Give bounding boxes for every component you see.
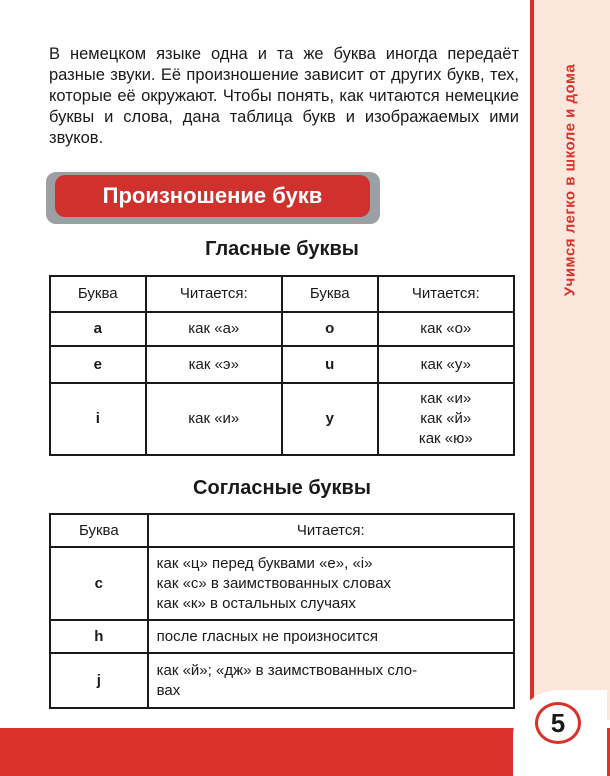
header-cell: Буква	[50, 276, 146, 312]
letter-cell: i	[50, 383, 146, 455]
reading-line: как «й»; «дж» в заимствованных сло-	[156, 661, 418, 679]
consonants-table	[49, 513, 515, 709]
reading-cell: как «о»	[378, 312, 514, 346]
reading-cell	[148, 547, 514, 620]
reading-line: как «ц» перед буквами «e», «i»	[156, 554, 373, 572]
consonants-header-row	[50, 514, 514, 547]
table-row	[50, 547, 514, 620]
reading-line: как «й»	[420, 410, 472, 427]
reading-cell: после гласных не произносится	[148, 620, 514, 653]
vowels-title: Гласные буквы	[205, 238, 359, 260]
reading-cell	[378, 383, 514, 455]
table-row	[50, 620, 514, 653]
reading-line: вах	[156, 681, 181, 699]
table-row	[50, 312, 514, 346]
letter-cell: o	[282, 312, 378, 346]
letter-cell: y	[282, 383, 378, 455]
reading-line: как «ю»	[418, 430, 473, 447]
table-row	[50, 383, 514, 455]
consonants-title: Согласные буквы	[193, 477, 371, 499]
intro-paragraph: В немецком языке одна и та же буква иногда передаёт разные звуки. Её произношение зависит от других букв, тех, которые её окружают. Чтобы понять, как читаются немецкие буквы и слова, дана таблица букв и изображаемых ими звуков.	[49, 45, 519, 147]
reading-cell: как «а»	[146, 312, 282, 346]
letter-cell: e	[50, 346, 146, 383]
letter-cell: c	[50, 547, 148, 620]
header-cell: Читается:	[146, 276, 282, 312]
reading-line: как «к» в остальных случаях	[156, 594, 356, 612]
header-cell: Читается:	[378, 276, 514, 312]
letter-cell: a	[50, 312, 146, 346]
letter-cell: u	[282, 346, 378, 383]
header-cell: Буква	[50, 514, 148, 547]
section-heading: Произношение букв	[55, 175, 370, 217]
reading-cell: как «э»	[146, 346, 282, 383]
header-cell: Читается:	[148, 514, 514, 547]
vowels-table	[49, 275, 515, 456]
letter-cell: j	[50, 653, 148, 708]
letter-cell: h	[50, 620, 148, 653]
reading-line: как «с» в заимствованных словах	[156, 574, 392, 592]
page-number: 5	[535, 702, 581, 744]
reading-cell: как «и»	[146, 383, 282, 455]
side-label: Учимся легко в школе и дома	[561, 63, 579, 297]
vowels-header-row	[50, 276, 514, 312]
reading-cell	[148, 653, 514, 708]
reading-line: как «и»	[420, 390, 472, 407]
table-row	[50, 653, 514, 708]
header-cell: Буква	[282, 276, 378, 312]
reading-cell: как «у»	[378, 346, 514, 383]
table-row	[50, 346, 514, 383]
